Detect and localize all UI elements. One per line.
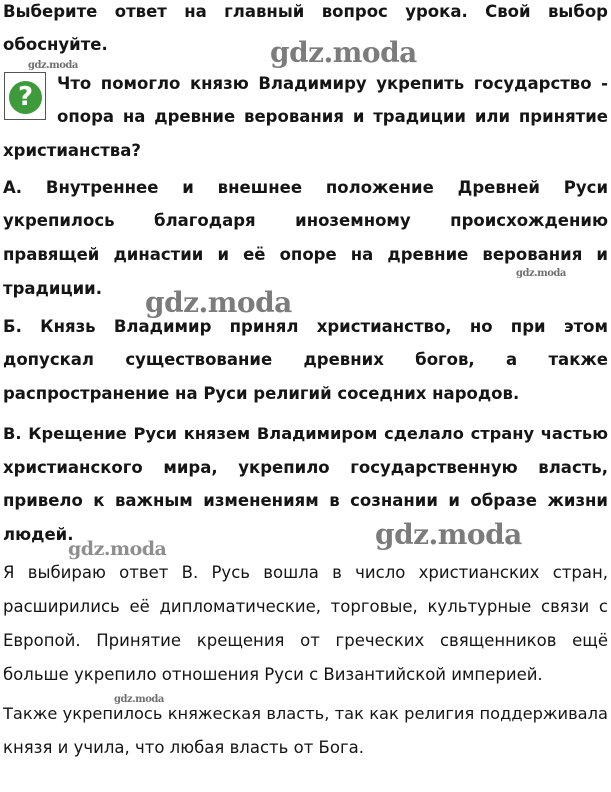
answer-line-1: Я выбираю ответ В. Русь вошла в число христианских стран, [3, 563, 608, 582]
question-icon-box [4, 72, 46, 120]
option-c-line-2: христианского мира, укрепило государственную власть, [3, 458, 608, 477]
question-line-3: христианства? [3, 141, 141, 160]
option-a-line-2: укрепилось благодаря иноземному происхождению [3, 211, 608, 230]
question-line-1: Что помогло князю Владимиру укрепить государство - [57, 74, 608, 93]
option-b-line-2: допускал существование древних богов, а также [3, 350, 608, 369]
answer-line-4: больше укрепило отношения Руси с Византийской империей. [3, 665, 543, 684]
task-line-1: Выберите ответ на главный вопрос урока. Свой выбор [3, 2, 608, 21]
question-line-2: опора на древние верования и традиции или принятие [57, 107, 608, 126]
watermark-small: gdz.moda [516, 268, 566, 279]
question-mark-icon: ? [9, 81, 42, 114]
task-line-2: обоснуйте. [3, 35, 108, 54]
watermark: gdz.moda [68, 538, 167, 560]
watermark-small: gdz.moda [28, 60, 78, 71]
answer-line-5: Также укрепилось княжеская власть, так как религия поддерживала [3, 704, 608, 723]
option-a-line-4: традиции. [3, 279, 103, 298]
watermark: gdz.moda [270, 36, 417, 69]
answer-line-2: расширились её дипломатические, торговые, культурные связи с [3, 597, 608, 616]
option-c-line-1: В. Крещение Руси князем Владимиром сделало страну частью [3, 424, 608, 443]
watermark: gdz.moda [375, 518, 522, 551]
option-b-line-1: Б. Князь Владимир принял христианство, но при этом [3, 317, 608, 336]
option-b-line-3: распространение на Руси религий соседних народов. [3, 384, 520, 403]
answer-line-3: Европой. Принятие крещения от греческих священников ещё [3, 631, 608, 650]
watermark: gdz.moda [145, 286, 292, 319]
option-a-line-3: правящей династии и её опоре на древние верования и [3, 245, 608, 264]
option-c-line-4: людей. [3, 525, 74, 544]
watermark-small: gdz.moda [114, 694, 164, 705]
answer-line-6: князя и учила, что любая власть от Бога. [3, 738, 364, 757]
option-c-line-3: привело к важным изменениям в сознании и образе жизни [3, 491, 608, 510]
option-a-line-1: А. Внутреннее и внешнее положение Древней Руси [3, 178, 608, 197]
